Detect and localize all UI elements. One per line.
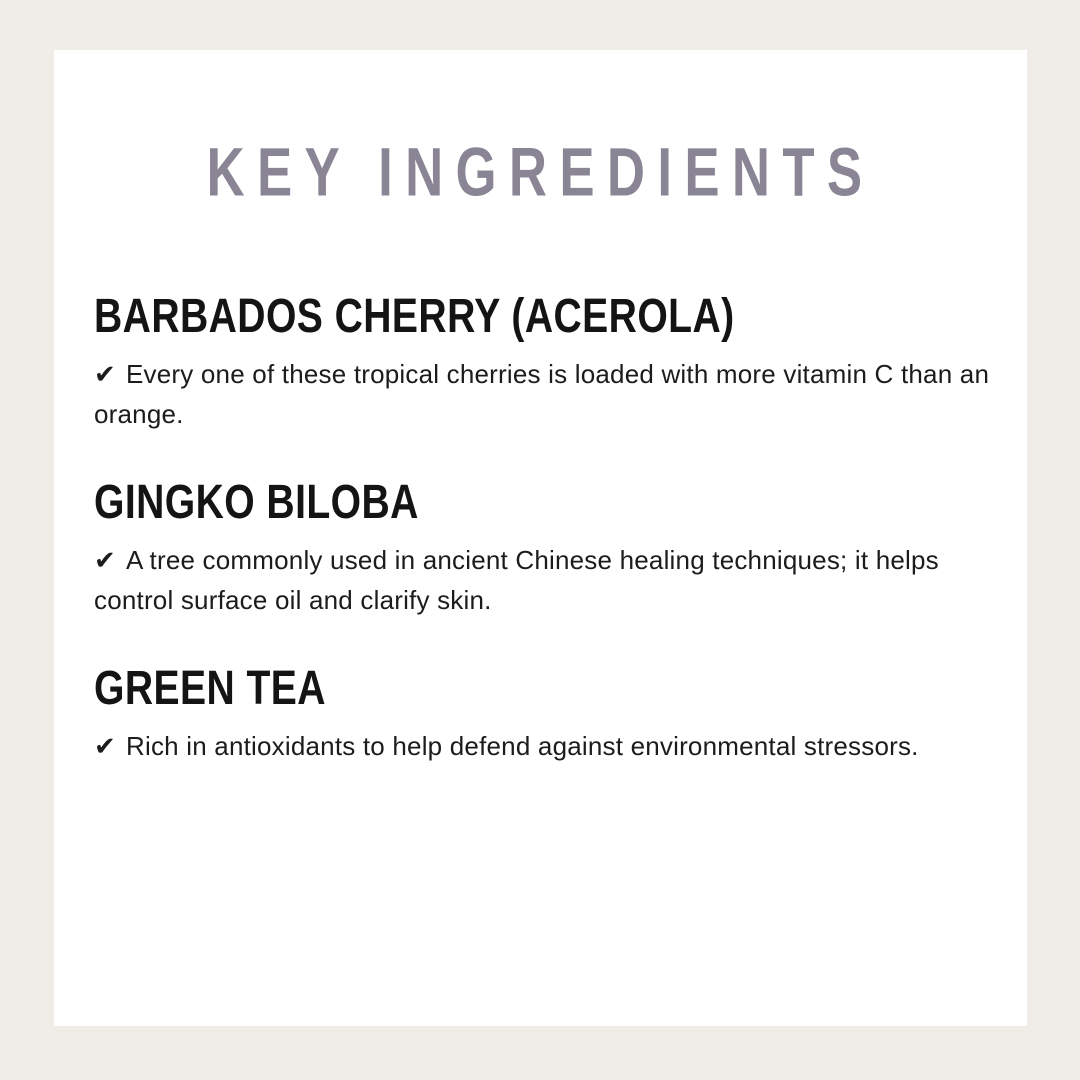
ingredient-list (94, 288, 999, 766)
page-title: KEY INGREDIENTS (206, 133, 875, 211)
ingredient-heading: GREEN TEA (94, 660, 326, 715)
ingredient-section-gingko-biloba (94, 474, 999, 620)
checkmark-icon: ✔ (94, 359, 116, 389)
ingredient-section-barbados-cherry (94, 288, 999, 434)
ingredient-description-text: Rich in antioxidants to help defend against environmental stressors. (126, 731, 919, 761)
ingredient-description (94, 726, 999, 766)
content-card (54, 50, 1027, 1026)
ingredient-description (94, 540, 999, 620)
ingredient-description (94, 354, 999, 434)
ingredient-description-text: A tree commonly used in ancient Chinese healing techniques; it helps control surface oil and clarify skin. (94, 545, 939, 615)
ingredient-description-text: Every one of these tropical cherries is loaded with more vitamin C than an orange. (94, 359, 990, 429)
ingredient-section-green-tea (94, 660, 999, 766)
checkmark-icon: ✔ (94, 545, 116, 575)
ingredient-heading: GINGKO BILOBA (94, 474, 419, 529)
checkmark-icon: ✔ (94, 731, 116, 761)
ingredient-heading: BARBADOS CHERRY (ACEROLA) (94, 288, 735, 343)
